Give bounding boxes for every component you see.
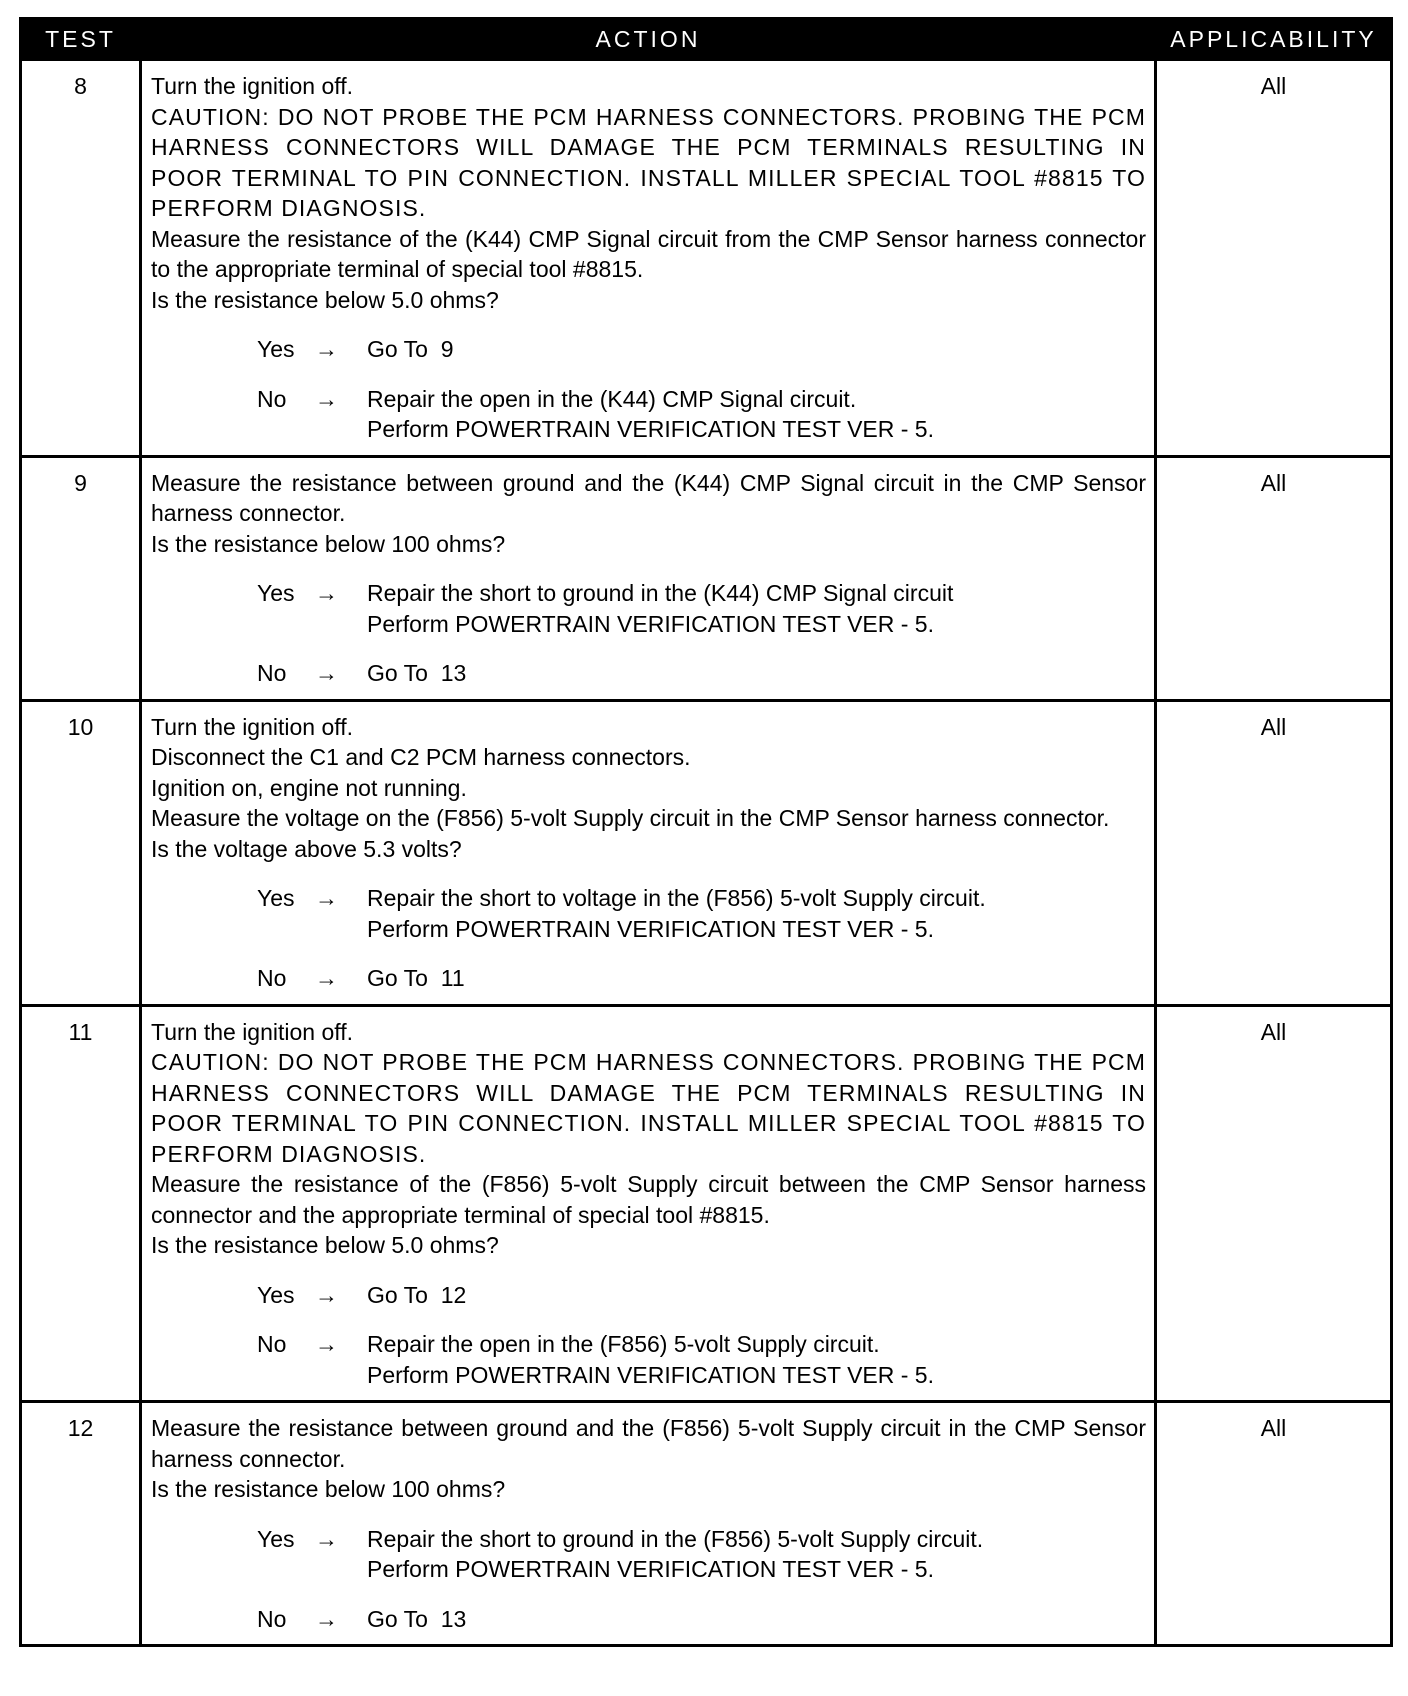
yes-result — [367, 883, 1146, 944]
goto-link[interactable]: Go To 11 — [367, 965, 465, 991]
applicability: All — [1156, 60, 1392, 457]
action-cell — [141, 456, 1156, 700]
yes-outcome — [257, 578, 1146, 639]
no-result — [367, 1604, 1146, 1635]
action-step: Measure the voltage on the (F856) 5-volt Supply circuit in the CMP Sensor harness connector. — [151, 805, 1110, 831]
no-label: No — [257, 660, 287, 686]
action-step: Measure the resistance between ground and the (K44) CMP Signal circuit in the CMP Sensor harness connector. — [151, 469, 1146, 526]
applicability: All — [1156, 1402, 1392, 1646]
table-header-row — [21, 19, 1392, 60]
yes-outcome — [257, 1524, 1146, 1585]
action-step: Measure the resistance between ground and the (F856) 5-volt Supply circuit in the CMP Sensor harness connector. — [151, 1415, 1146, 1472]
applicability: All — [1156, 456, 1392, 700]
test-number: 8 — [21, 60, 141, 457]
table-row-test-8 — [21, 60, 1392, 457]
action-cell — [141, 1402, 1156, 1646]
verification-test: Perform POWERTRAIN VERIFICATION TEST VER - 5. — [367, 915, 934, 942]
test-number: 12 — [21, 1402, 141, 1646]
repair-instruction: Repair the short to ground in the (F856) 5-volt Supply circuit. — [367, 1525, 984, 1552]
right-arrow-icon: → — [315, 336, 338, 362]
table-row-test-9 — [21, 456, 1392, 700]
action-question: Is the resistance below 100 ohms? — [151, 1476, 506, 1502]
action-step: Turn the ignition off. — [151, 73, 354, 99]
yes-label: Yes — [257, 885, 295, 911]
no-result — [367, 384, 1146, 445]
caution-text: CAUTION: DO NOT PROBE THE PCM HARNESS CONNECTORS. PROBING THE PCM HARNESS CONNECTORS WILL DAMAGE THE PCM TERMINALS RESULTING IN POOR TERMINAL TO PIN CONNECTION. INSTALL MILLER SPECIAL TOOL #8815 TO PERFORM DIAGNOSIS. — [151, 103, 1146, 221]
action-question: Is the resistance below 5.0 ohms? — [151, 1232, 499, 1258]
action-step: Ignition on, engine not running. — [151, 774, 467, 801]
yes-outcome — [257, 334, 1146, 365]
right-arrow-icon: → — [315, 1605, 338, 1632]
action-cell — [141, 60, 1156, 457]
right-arrow-icon: → — [315, 660, 338, 686]
action-cell — [141, 700, 1156, 1005]
repair-instruction: Repair the open in the (K44) CMP Signal circuit. — [367, 385, 857, 412]
table-row-test-12 — [21, 1402, 1392, 1646]
repair-instruction: Repair the short to voltage in the (F856) 5-volt Supply circuit. — [367, 885, 986, 911]
yes-label: Yes — [257, 580, 295, 606]
yes-label: Yes — [257, 1525, 295, 1552]
repair-instruction: Repair the short to ground in the (K44) CMP Signal circuit — [367, 580, 954, 606]
action-question: Is the resistance below 5.0 ohms? — [151, 286, 499, 313]
action-step: Turn the ignition off. — [151, 1018, 354, 1045]
verification-test: Perform POWERTRAIN VERIFICATION TEST VER - 5. — [367, 1556, 934, 1582]
no-label: No — [257, 1331, 287, 1357]
test-number: 11 — [21, 1005, 141, 1402]
verification-test: Perform POWERTRAIN VERIFICATION TEST VER - 5. — [367, 1361, 934, 1388]
no-label: No — [257, 385, 287, 412]
action-step: Measure the resistance of the (K44) CMP Signal circuit from the CMP Sensor harness connector to the appropriate terminal of special tool #8815. — [151, 225, 1146, 282]
goto-link[interactable]: Go To 13 — [367, 660, 467, 686]
verification-test: Perform POWERTRAIN VERIFICATION TEST VER - 5. — [367, 610, 934, 637]
goto-link[interactable]: Go To 9 — [367, 336, 454, 362]
no-result — [367, 963, 1146, 994]
yes-label: Yes — [257, 1281, 295, 1308]
yes-label: Yes — [257, 336, 295, 362]
no-outcome — [257, 1329, 1146, 1390]
goto-link[interactable]: Go To 13 — [367, 1605, 467, 1632]
applicability: All — [1156, 700, 1392, 1005]
header-test: TEST — [21, 19, 141, 60]
header-applicability: APPLICABILITY — [1156, 19, 1392, 60]
no-label: No — [257, 1605, 287, 1632]
action-cell — [141, 1005, 1156, 1402]
test-number: 9 — [21, 456, 141, 700]
header-action: ACTION — [141, 19, 1156, 60]
verification-test: Perform POWERTRAIN VERIFICATION TEST VER - 5. — [367, 416, 934, 442]
yes-result — [367, 578, 1146, 639]
right-arrow-icon: → — [315, 965, 338, 991]
yes-outcome — [257, 1280, 1146, 1311]
action-step: Disconnect the C1 and C2 PCM harness connectors. — [151, 744, 691, 770]
yes-result — [367, 1524, 1146, 1585]
right-arrow-icon: → — [315, 580, 338, 606]
repair-instruction: Repair the open in the (F856) 5-volt Supply circuit. — [367, 1331, 880, 1357]
table-row-test-10 — [21, 700, 1392, 1005]
right-arrow-icon: → — [315, 885, 338, 911]
caution-text: CAUTION: DO NOT PROBE THE PCM HARNESS CONNECTORS. PROBING THE PCM HARNESS CONNECTORS WILL DAMAGE THE PCM TERMINALS RESULTING IN POOR TERMINAL TO PIN CONNECTION. INSTALL MILLER SPECIAL TOOL #8815 TO PERFORM DIAGNOSIS. — [151, 1049, 1146, 1167]
test-number: 10 — [21, 700, 141, 1005]
right-arrow-icon: → — [315, 1525, 338, 1552]
yes-result — [367, 334, 1146, 365]
no-label: No — [257, 965, 287, 991]
no-outcome — [257, 658, 1146, 689]
right-arrow-icon: → — [315, 385, 338, 412]
action-step: Turn the ignition off. — [151, 713, 354, 740]
no-result — [367, 1329, 1146, 1390]
no-outcome — [257, 384, 1146, 445]
action-question: Is the resistance below 100 ohms? — [151, 530, 506, 557]
no-outcome — [257, 963, 1146, 994]
right-arrow-icon: → — [315, 1331, 338, 1357]
action-question: Is the voltage above 5.3 volts? — [151, 835, 462, 862]
yes-result — [367, 1280, 1146, 1311]
table-row-test-11 — [21, 1005, 1392, 1402]
no-result — [367, 658, 1146, 689]
action-step: Measure the resistance of the (F856) 5-volt Supply circuit between the CMP Sensor harness connector and the appropriate terminal of special tool #8815. — [151, 1171, 1146, 1228]
diagnostic-test-table — [19, 17, 1393, 1647]
goto-link[interactable]: Go To 12 — [367, 1281, 467, 1308]
no-outcome — [257, 1604, 1146, 1635]
applicability: All — [1156, 1005, 1392, 1402]
yes-outcome — [257, 883, 1146, 944]
right-arrow-icon: → — [315, 1281, 338, 1308]
